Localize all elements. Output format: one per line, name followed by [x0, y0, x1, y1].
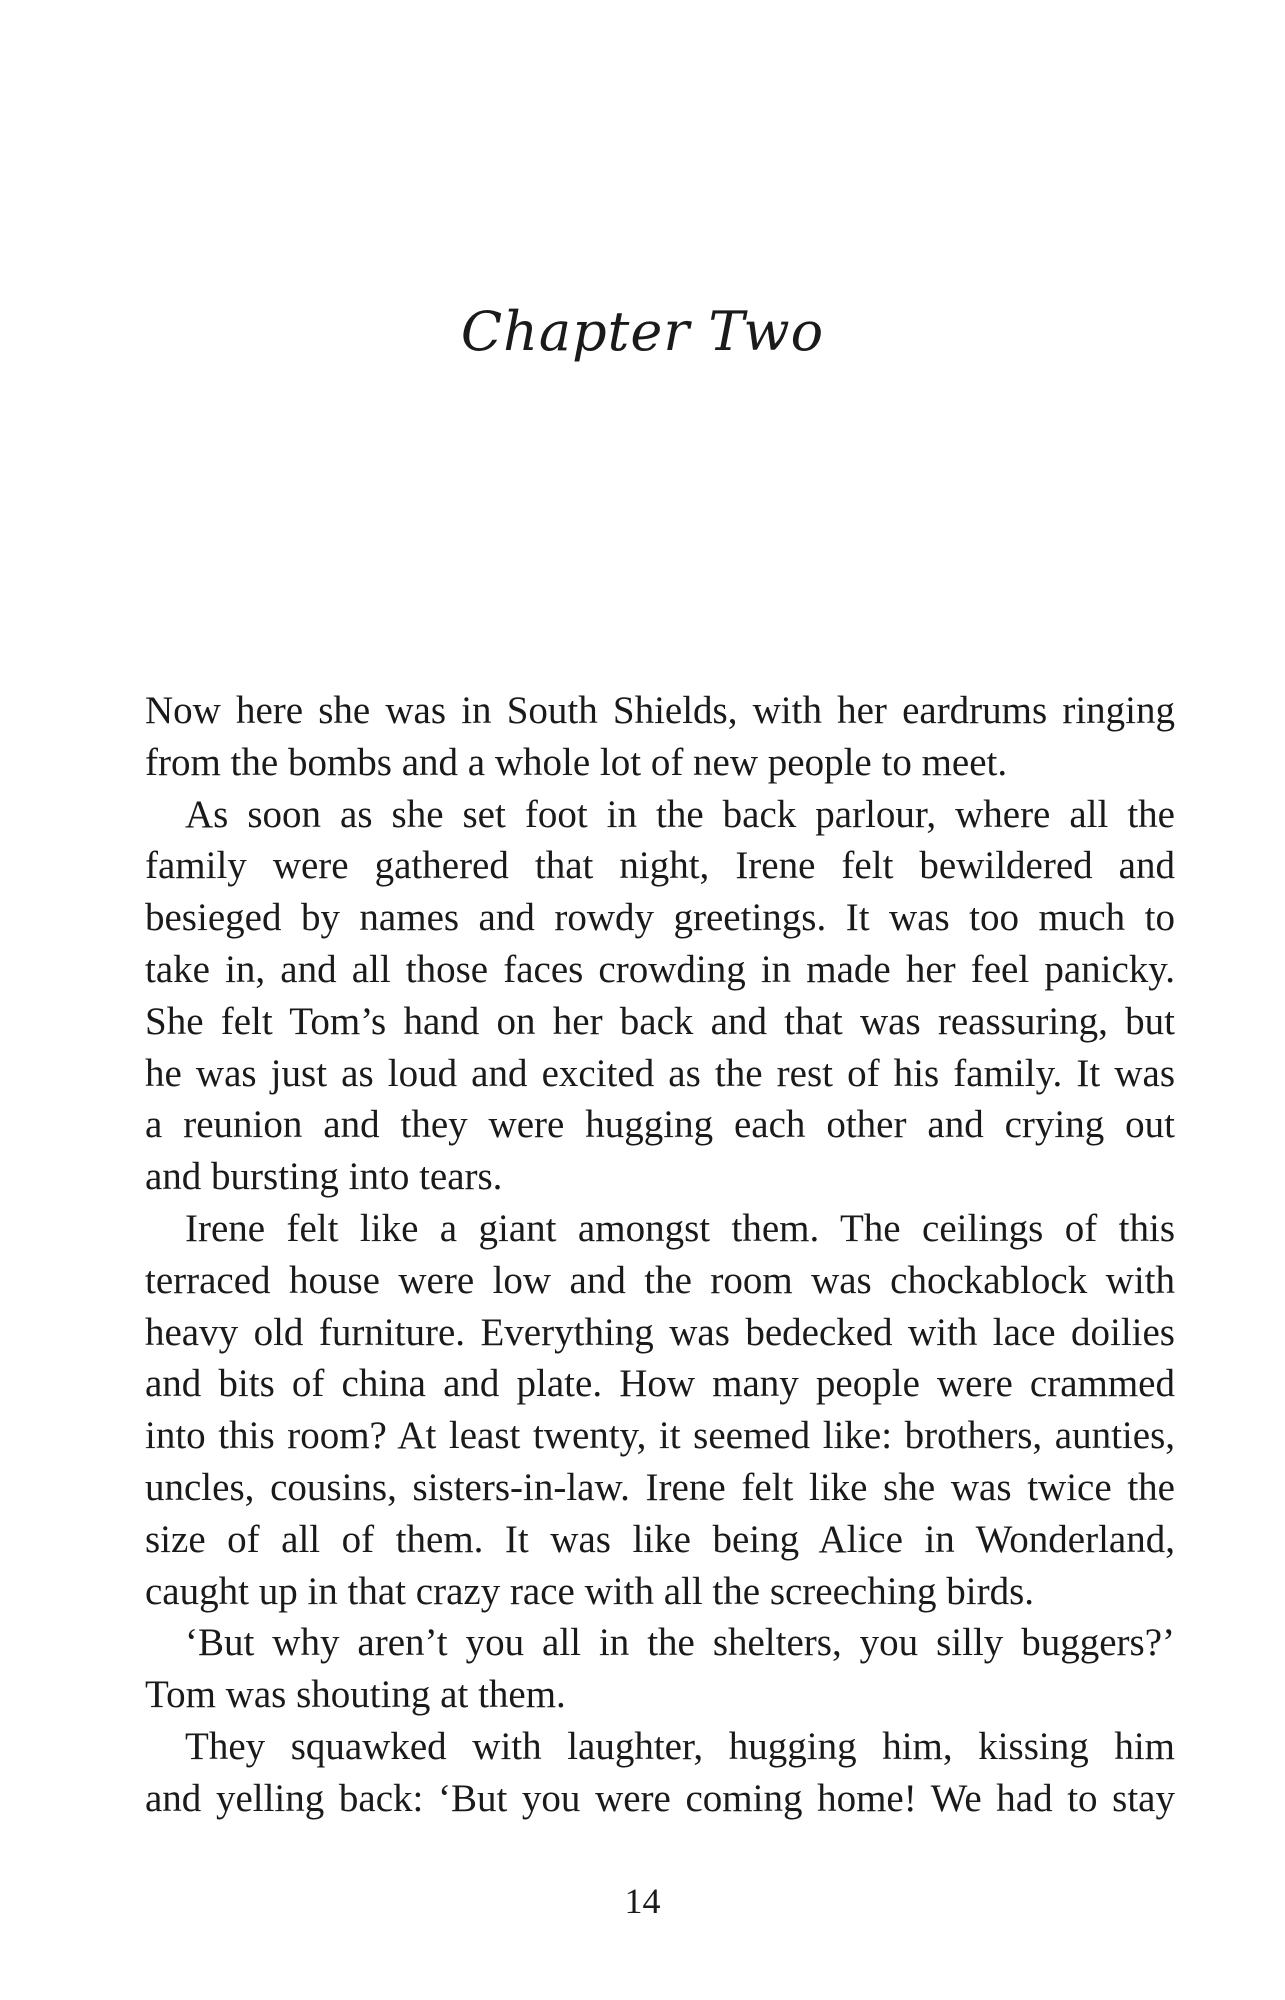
text-line: heavy old furniture. Everything was bedecked with lace doilies — [145, 1310, 1175, 1354]
text-line: and bits of china and plate. How many people were crammed — [145, 1362, 1175, 1406]
chapter-title: Chapter Two — [460, 300, 825, 363]
text-line: ‘But why aren’t you all in the shelters, you silly buggers?’ — [185, 1621, 1175, 1665]
text-line: family were gathered that night, Irene felt bewildered and — [145, 844, 1175, 888]
text-line: She felt Tom’s hand on her back and that was reassuring, but — [145, 999, 1175, 1043]
page-number: 14 — [624, 1881, 661, 1921]
text-line: take in, and all those faces crowding in made her feel panicky. — [145, 947, 1175, 991]
text-line: They squawked with laughter, hugging him, kissing him — [185, 1724, 1175, 1768]
text-line: and yelling back: ‘But you were coming home! We had to stay — [145, 1776, 1175, 1820]
text-line: Now here she was in South Shields, with her eardrums ringing — [145, 689, 1175, 732]
text-line: besieged by names and rowdy greetings. It was too much to — [145, 896, 1175, 940]
text-line: Irene felt like a giant amongst them. The ceilings of this — [185, 1206, 1175, 1250]
text-line: size of all of them. It was like being Alice in Wonderland, — [145, 1517, 1175, 1561]
text-line: caught up in that crazy race with all the screeching birds. — [145, 1569, 1035, 1613]
body-text — [145, 685, 1175, 1825]
text-line: terraced house were low and the room was chockablock with — [145, 1258, 1175, 1302]
text-line: and bursting into tears. — [145, 1155, 503, 1199]
text-line: Tom was shouting at them. — [145, 1673, 566, 1717]
text-line: a reunion and they were hugging each other and crying out — [145, 1103, 1175, 1147]
text-line: he was just as loud and excited as the rest of his family. It was — [145, 1051, 1175, 1095]
text-line: uncles, cousins, sisters-in-law. Irene felt like she was twice the — [145, 1465, 1175, 1509]
text-line: into this room? At least twenty, it seemed like: brothers, aunties, — [145, 1414, 1175, 1458]
text-line: from the bombs and a whole lot of new people to meet. — [145, 740, 1008, 784]
text-line: As soon as she set foot in the back parlour, where all the — [185, 792, 1175, 836]
